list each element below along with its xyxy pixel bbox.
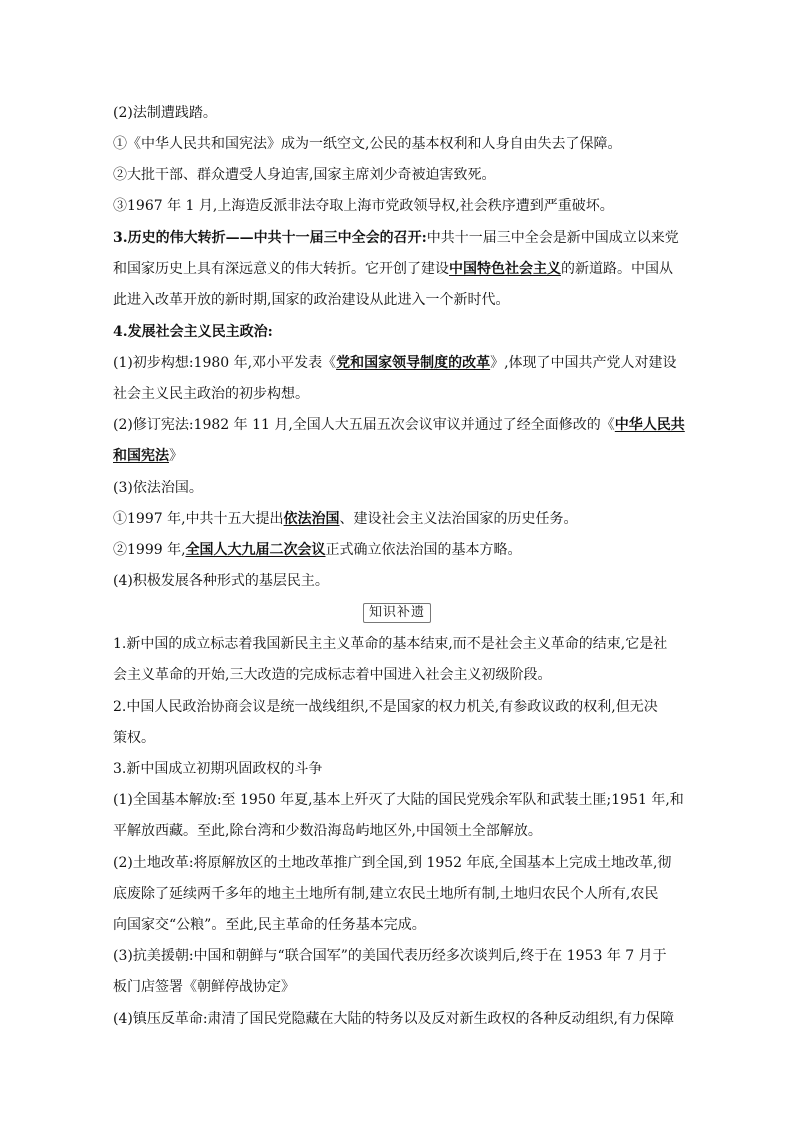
text-line (113, 353, 688, 373)
text-line (113, 478, 688, 498)
section-tag (0, 602, 794, 623)
text-line (113, 415, 688, 435)
text-segment: (2)土地改革:将原解放区的土地改革推广到全国,到 1952 年底,全国基本上完成土地改革,彻 (113, 855, 672, 871)
text-segment: (4)镇压反革命:肃清了国民党隐藏在大陆的特务以及反对新生政权的各种反动组织,有力保障 (113, 1011, 674, 1027)
text-segment: 策权。 (113, 730, 155, 746)
text-segment: 和国家历史上具有深远意义的伟大转折。它开创了建设 (113, 261, 449, 277)
text-line (113, 853, 688, 873)
text-segment: 中共十一届三中全会是新中国成立以来党 (426, 230, 679, 246)
text-segment: (3)依法治国。 (113, 480, 203, 496)
text-segment: ①1997 年,中共十五大提出 (113, 511, 284, 527)
text-segment: 向国家交“公粮”。至此,民主革命的任务基本完成。 (113, 917, 426, 933)
text-segment: ①《中华人民共和国宪法》成为一纸空文,公民的基本权利和人身自由失去了保障。 (113, 136, 622, 152)
text-segment: 3.新中国成立初期巩固政权的斗争 (113, 761, 323, 777)
text-segment: ②大批干部、群众遭受人身迫害,国家主席刘少奇被迫害致死。 (113, 167, 496, 183)
text-segment: (4)积极发展各种形式的基层民主。 (113, 573, 329, 589)
text-line (113, 196, 688, 216)
text-segment: 社会主义民主政治的初步构想。 (113, 386, 309, 402)
text-segment: ②1999 年, (113, 542, 186, 558)
underlined-keyword: 全国人大九届二次会议 (185, 542, 326, 558)
text-line (113, 1009, 688, 1029)
text-segment: 此进入改革开放的新时期,国家的政治建设从此进入一个新时代。 (113, 292, 510, 308)
text-line (113, 790, 688, 810)
text-segment: 正式确立依法治国的基本方略。 (325, 542, 522, 558)
text-segment: 1.新中国的成立标志着我国新民主主义革命的基本结束,而不是社会主义革命的结束,它是社 (113, 636, 668, 652)
text-line (113, 446, 688, 466)
text-line (113, 821, 688, 841)
text-line (113, 509, 688, 529)
text-line (113, 884, 688, 904)
text-line (113, 290, 688, 310)
text-line (113, 134, 688, 154)
text-segment: 》,体现了中国共产党人对建设 (490, 355, 677, 371)
bold-heading: 4.发展社会主义民主政治: (113, 324, 273, 340)
text-line (113, 915, 688, 935)
text-segment: (1)全国基本解放:至 1950 年夏,基本上歼灭了大陆的国民党残余军队和武装土匪;1951 年,和 (113, 792, 684, 808)
text-line (113, 384, 688, 404)
underlined-keyword: 和国宪法 (113, 448, 169, 464)
text-line (113, 322, 688, 342)
text-segment: (2)法制遭践踏。 (113, 105, 217, 121)
text-segment: 平解放西藏。至此,除台湾和少数沿海岛屿地区外,中国领土全部解放。 (113, 823, 542, 839)
text-segment: 2.中国人民政治协商会议是统一战线组织,不是国家的权力机关,有参政议政的权利,但无决 (113, 699, 658, 715)
text-line (113, 259, 688, 279)
text-segment: (2)修订宪法:1982 年 11 月,全国人大五届五次会议审议并通过了经全面修改的《 (113, 417, 615, 433)
underlined-keyword: 依法治国 (283, 511, 340, 527)
text-line (113, 228, 688, 248)
text-line (113, 103, 688, 123)
text-segment: 底废除了延续两千多年的地主土地所有制,建立农民土地所有制,土地归农民个人所有,农民 (113, 886, 659, 902)
text-segment: 》 (169, 448, 183, 464)
text-line (113, 697, 688, 717)
section-tag-label: 知识补遗 (363, 603, 431, 623)
text-segment: 的新道路。中国从 (561, 261, 673, 277)
text-line (113, 665, 688, 685)
text-segment: 板门店签署《朝鲜停战协定》 (113, 979, 295, 995)
text-segment: 会主义革命的开始,三大改造的完成标志着中国进入社会主义初级阶段。 (113, 667, 552, 683)
text-segment: (3)抗美援朝:中国和朝鲜与“联合国军”的美国代表历经多次谈判后,终于在 1953 年 7 月于 (113, 948, 667, 964)
text-line (113, 946, 688, 966)
text-segment: ③1967 年 1 月,上海造反派非法夺取上海市党政领导权,社会秩序遭到严重破坏。 (113, 198, 614, 214)
bold-heading: 3.历史的伟大转折——中共十一届三中全会的召开: (113, 230, 427, 246)
text-segment: (1)初步构想:1980 年,邓小平发表《 (113, 355, 337, 371)
underlined-keyword: 中国特色社会主义 (449, 261, 561, 277)
text-line (113, 165, 688, 185)
text-segment: 、建设社会主义法治国家的历史任务。 (339, 511, 578, 527)
text-line (113, 977, 688, 997)
text-line (113, 540, 688, 560)
underlined-keyword: 中华人民共 (614, 417, 685, 433)
text-line (113, 634, 688, 654)
text-line (113, 759, 688, 779)
text-line (113, 728, 688, 748)
text-line (113, 571, 688, 591)
underlined-keyword: 党和国家领导制度的改革 (336, 355, 491, 371)
